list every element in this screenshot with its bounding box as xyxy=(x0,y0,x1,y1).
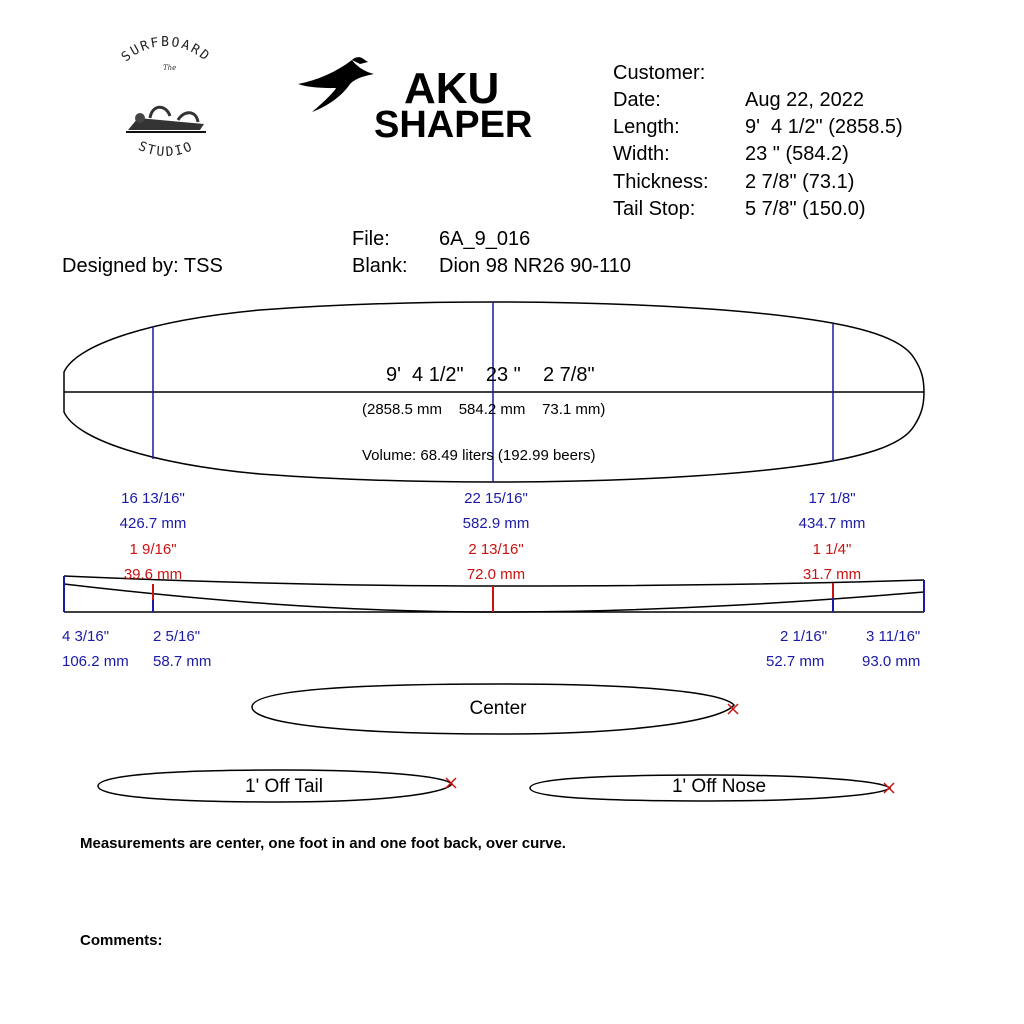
rocker-nose-end-mm: 93.0 mm xyxy=(862,653,921,670)
file-label: File: xyxy=(352,228,390,250)
logo-the: The xyxy=(163,64,177,72)
logo-line2: STUDIO xyxy=(135,139,197,161)
svg-text:SURFBOARD xyxy=(119,35,213,65)
file-value: 6A_9_016 xyxy=(439,228,531,250)
thickness-tail-in: 1 9/16" xyxy=(129,541,177,558)
thickness-nose-mm: 31.7 mm xyxy=(802,566,862,583)
rocker-tail-end-mm: 106.2 mm xyxy=(62,653,129,670)
customer-label: Customer: xyxy=(613,62,706,84)
bird-icon xyxy=(298,57,374,112)
date-value: Aug 22, 2022 xyxy=(745,89,864,111)
thickness-center-in: 2 13/16" xyxy=(468,541,524,558)
width-nose-in: 17 1/8" xyxy=(808,490,856,507)
thickness-value: 2 7/8" (73.1) xyxy=(745,171,855,193)
rocker-tail-foot-in: 2 5/16" xyxy=(153,628,201,645)
surfboard-studio-logo xyxy=(119,35,213,160)
dims-imperial: 9' 4 1/2" 23 " 2 7/8" xyxy=(386,364,595,386)
rocker-nose-foot-in: 2 1/16" xyxy=(780,628,828,645)
rocker-tail-foot-mm: 58.7 mm xyxy=(153,653,212,670)
section-center-label: Center xyxy=(469,698,527,719)
blank-label: Blank: xyxy=(352,255,408,277)
thickness-center-mm: 72.0 mm xyxy=(466,566,526,583)
logo-aku: AKU xyxy=(404,64,500,113)
hand-plane-icon xyxy=(126,107,206,132)
section-tail-label: 1' Off Tail xyxy=(245,776,323,797)
rocker-tail-end-in: 4 3/16" xyxy=(62,628,110,645)
thickness-label: Thickness: xyxy=(613,171,709,193)
logo-line1: SURFBOARD xyxy=(118,35,214,66)
width-nose-mm: 434.7 mm xyxy=(798,515,866,532)
logo-shaper: SHAPER xyxy=(374,104,533,146)
designed-by: Designed by: TSS xyxy=(62,255,223,277)
date-label: Date: xyxy=(613,89,661,111)
rail-x-mark xyxy=(446,778,456,788)
thickness-tail-mm: 39.6 mm xyxy=(123,566,183,583)
svg-text:STUDIO xyxy=(136,139,196,160)
tailstop-value: 5 7/8" (150.0) xyxy=(745,198,866,220)
width-label: Width: xyxy=(613,143,670,165)
measurements-note: Measurements are center, one foot in and one foot back, over curve. xyxy=(80,835,566,852)
length-value: 9' 4 1/2" (2858.5) xyxy=(745,116,903,138)
rocker-nose-foot-mm: 52.7 mm xyxy=(766,653,825,670)
section-nose-label: 1' Off Nose xyxy=(671,776,767,797)
width-tail-in: 16 13/16" xyxy=(121,490,185,507)
comments-label: Comments: xyxy=(80,932,163,949)
width-center-mm: 582.9 mm xyxy=(462,515,530,532)
thickness-nose-in: 1 1/4" xyxy=(812,541,852,558)
rocker-nose-end-in: 3 11/16" xyxy=(866,628,921,645)
blank-value: Dion 98 NR26 90-110 xyxy=(439,255,631,277)
tailstop-label: Tail Stop: xyxy=(613,198,696,220)
width-center-in: 22 15/16" xyxy=(464,490,528,507)
dims-metric: (2858.5 mm 584.2 mm 73.1 mm) xyxy=(362,401,606,418)
length-label: Length: xyxy=(613,116,680,138)
volume-text: Volume: 68.49 liters (192.99 beers) xyxy=(362,447,596,464)
width-tail-mm: 426.7 mm xyxy=(119,515,187,532)
width-value: 23 " (584.2) xyxy=(745,143,849,165)
rail-x-mark xyxy=(884,783,894,793)
